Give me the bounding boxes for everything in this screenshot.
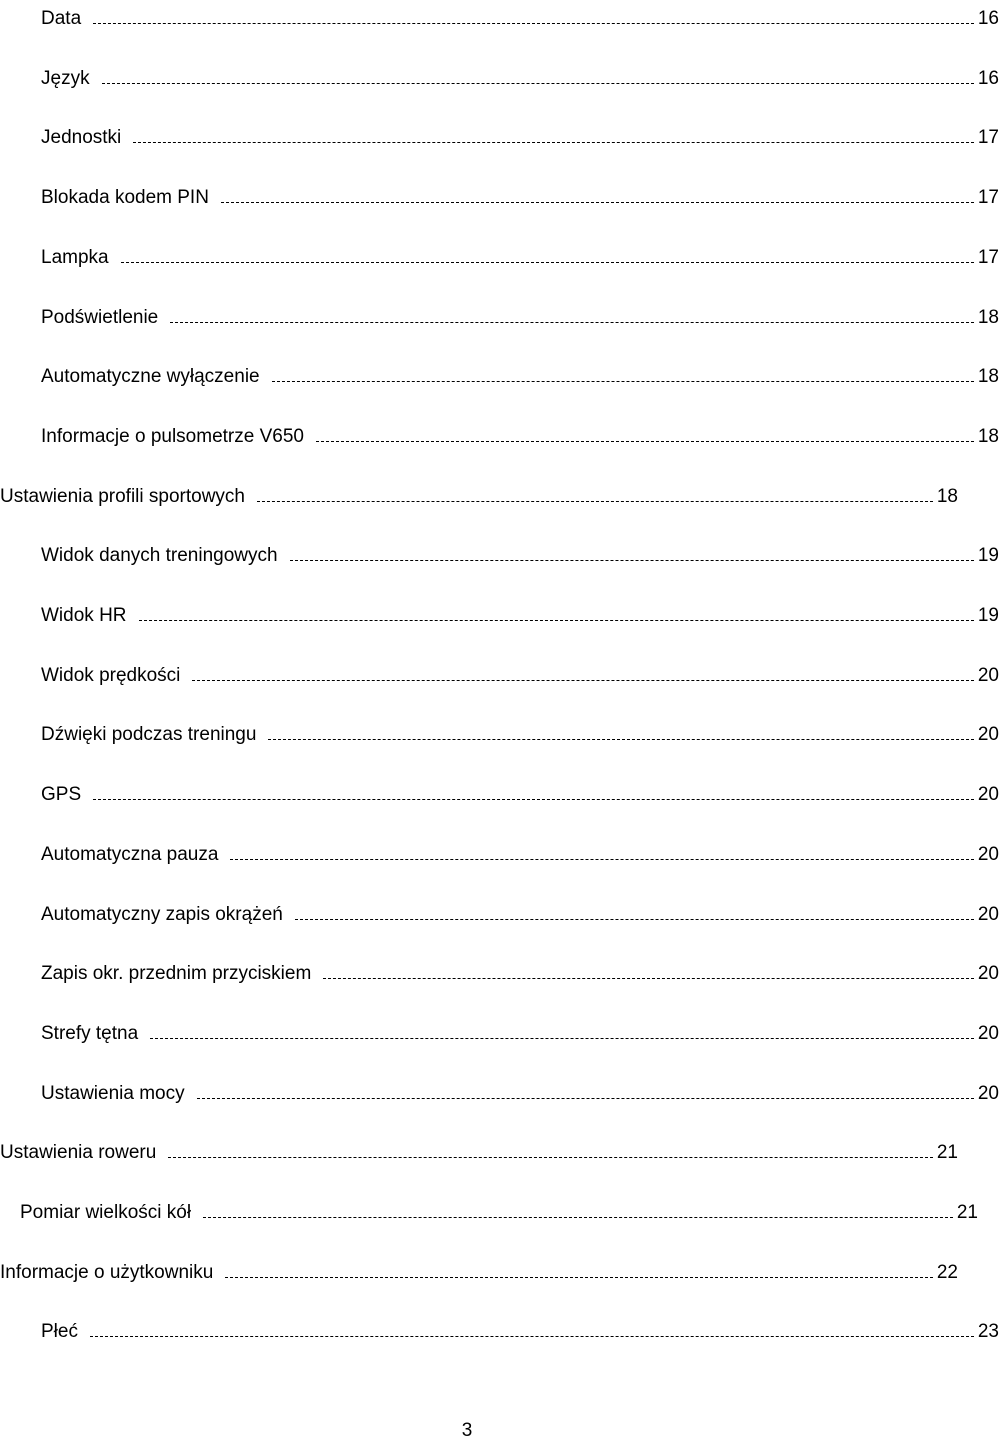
toc-entry-label: Pomiar wielkości kół xyxy=(20,1202,192,1223)
toc-entry-page: 18 xyxy=(977,366,999,388)
toc-entry-label: Płeć xyxy=(41,1321,78,1343)
toc-entry-page: 16 xyxy=(977,8,999,29)
toc-dot-leader xyxy=(133,142,974,143)
toc-entry-label: Widok HR xyxy=(41,605,127,626)
toc-dot-leader xyxy=(170,322,974,323)
toc-entry[interactable] xyxy=(0,60,999,90)
toc-dot-leader xyxy=(316,441,974,442)
toc-entry-label: GPS xyxy=(41,784,82,806)
toc-entry-label: Ustawienia profili sportowych xyxy=(0,485,245,507)
toc-entry[interactable] xyxy=(0,358,999,388)
toc-entry[interactable] xyxy=(0,119,999,149)
toc-entry-label: Automatyczne wyłączenie xyxy=(41,366,260,388)
toc-entry-label: Jednostki xyxy=(41,127,122,149)
toc-entry-label: Strefy tętna xyxy=(41,1022,139,1044)
toc-entry[interactable] xyxy=(0,1134,958,1164)
toc-entry[interactable] xyxy=(0,1075,999,1105)
toc-entry[interactable] xyxy=(0,1254,958,1284)
toc-entry[interactable] xyxy=(0,478,958,508)
toc-entry-page: 17 xyxy=(977,187,999,209)
toc-entry-page: 20 xyxy=(977,664,999,686)
toc-entry-page: 21 xyxy=(936,1142,958,1164)
toc-entry-page: 23 xyxy=(977,1321,999,1343)
toc-entry-page: 18 xyxy=(977,306,999,328)
toc-entry-page: 20 xyxy=(977,903,999,925)
toc-dot-leader xyxy=(272,381,974,382)
toc-entry[interactable] xyxy=(0,657,999,687)
toc-entry-label: Widok prędkości xyxy=(41,664,181,686)
toc-entry[interactable] xyxy=(0,179,999,209)
toc-entry-label: Informacje o pulsometrze V650 xyxy=(41,425,304,447)
toc-entry[interactable] xyxy=(0,299,999,329)
toc-entry-label: Widok danych treningowych xyxy=(41,545,278,567)
toc-entry-page: 19 xyxy=(977,605,999,626)
toc-dot-leader xyxy=(323,978,974,979)
toc-entry-label: Podświetlenie xyxy=(41,306,159,328)
toc-entry-label: Blokada kodem PIN xyxy=(41,187,209,209)
toc-entry-page: 21 xyxy=(956,1202,978,1223)
toc-dot-leader xyxy=(290,560,974,561)
toc-dot-leader xyxy=(121,262,974,263)
toc-entry-label: Data xyxy=(41,8,82,29)
toc-entry-page: 17 xyxy=(977,246,999,268)
toc-entry-page: 20 xyxy=(977,843,999,865)
toc-entry[interactable] xyxy=(0,597,999,627)
toc-entry-page: 20 xyxy=(977,1022,999,1044)
toc-entry[interactable] xyxy=(0,537,999,567)
toc-dot-leader xyxy=(225,1277,933,1278)
toc-dot-leader xyxy=(203,1217,953,1218)
toc-dot-leader xyxy=(257,501,933,502)
toc-entry[interactable] xyxy=(0,1015,999,1045)
toc-entry-label: Automatyczna pauza xyxy=(41,843,219,865)
toc-entry[interactable] xyxy=(0,1194,978,1224)
toc-entry[interactable] xyxy=(0,0,999,30)
toc-entry[interactable] xyxy=(0,896,999,926)
toc-entry-page: 18 xyxy=(936,485,958,507)
toc-entry-page: 20 xyxy=(977,1082,999,1104)
toc-entry-label: Zapis okr. przednim przyciskiem xyxy=(41,963,312,985)
toc-entry-page: 22 xyxy=(936,1261,958,1283)
toc-entry-page: 20 xyxy=(977,724,999,746)
toc-entry-label: Ustawienia mocy xyxy=(41,1082,185,1104)
toc-entry[interactable] xyxy=(0,418,999,448)
toc-dot-leader xyxy=(102,83,974,84)
toc-dot-leader xyxy=(295,919,974,920)
toc-dot-leader xyxy=(93,23,974,24)
toc-entry-page: 20 xyxy=(977,963,999,985)
toc-entry-label: Język xyxy=(41,67,90,89)
page-number: 3 xyxy=(461,1420,473,1441)
toc-entry[interactable] xyxy=(0,1313,999,1343)
toc-dot-leader xyxy=(192,680,973,681)
toc-entry-label: Informacje o użytkowniku xyxy=(0,1261,214,1283)
toc-dot-leader xyxy=(268,739,973,740)
toc-entry-page: 18 xyxy=(977,425,999,447)
toc-entry-label: Dźwięki podczas treningu xyxy=(41,724,257,746)
toc-dot-leader xyxy=(197,1098,974,1099)
toc-entry-page: 16 xyxy=(977,67,999,89)
toc-dot-leader xyxy=(90,1336,974,1337)
toc-entry[interactable] xyxy=(0,955,999,985)
toc-entry-page: 17 xyxy=(977,127,999,149)
toc-dot-leader xyxy=(168,1157,933,1158)
toc-entry-label: Ustawienia roweru xyxy=(0,1142,157,1164)
toc-dot-leader xyxy=(221,202,974,203)
toc-dot-leader xyxy=(230,859,973,860)
toc-entry-label: Lampka xyxy=(41,246,109,268)
toc-entry[interactable] xyxy=(0,716,999,746)
toc-entry[interactable] xyxy=(0,239,999,269)
toc-entry[interactable] xyxy=(0,776,999,806)
toc-dot-leader xyxy=(150,1038,974,1039)
toc-dot-leader xyxy=(139,620,974,621)
toc-entry-label: Automatyczny zapis okrążeń xyxy=(41,903,283,925)
toc-entry[interactable] xyxy=(0,836,999,866)
toc-dot-leader xyxy=(93,799,974,800)
toc-entry-page: 19 xyxy=(977,545,999,567)
toc-entry-page: 20 xyxy=(977,784,999,806)
